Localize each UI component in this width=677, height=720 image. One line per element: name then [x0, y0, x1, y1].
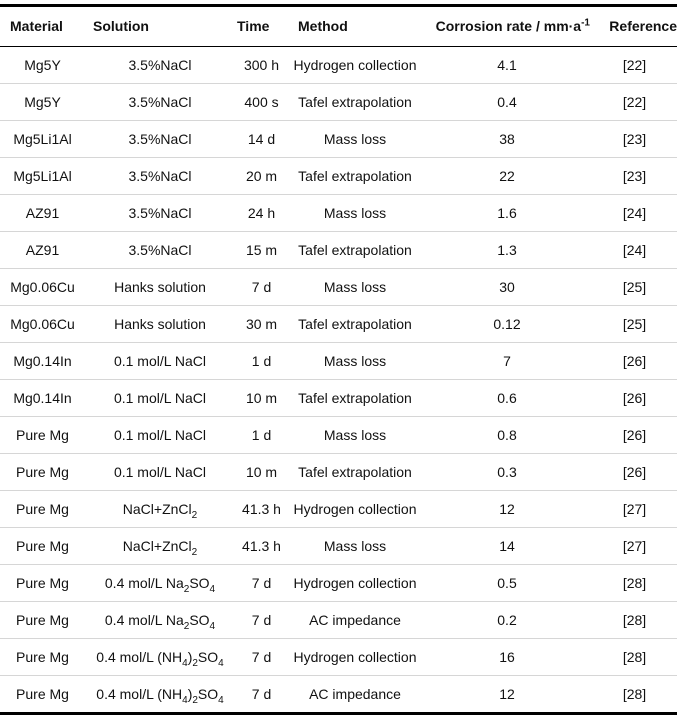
cell-method: Tafel extrapolation: [288, 453, 422, 490]
cell-solution: [85, 46, 235, 83]
cell-time: 1 d: [235, 342, 288, 379]
cell-time: 1 d: [235, 416, 288, 453]
header-corrosion-rate: [422, 7, 592, 46]
cell-corrosion-rate: 0.2: [422, 601, 592, 638]
cell-reference: [25]: [592, 305, 677, 342]
cell-reference: [26]: [592, 453, 677, 490]
solution-text: SO: [189, 574, 210, 591]
solution-subscript: 4: [209, 620, 216, 632]
cell-material: Pure Mg: [0, 638, 85, 675]
cell-corrosion-rate: 30: [422, 268, 592, 305]
cell-material: Pure Mg: [0, 601, 85, 638]
solution-subscript: 2: [183, 620, 190, 632]
cell-corrosion-rate: 12: [422, 490, 592, 527]
cell-reference: [27]: [592, 527, 677, 564]
solution-text: 3.5%NaCl: [128, 204, 192, 221]
cell-time: 24 h: [235, 194, 288, 231]
cell-solution: [85, 638, 235, 675]
solution-text: Hanks solution: [114, 278, 206, 295]
header-time: Time: [235, 7, 288, 46]
cell-time: 41.3 h: [235, 490, 288, 527]
cell-solution: [85, 231, 235, 268]
cell-corrosion-rate: 0.12: [422, 305, 592, 342]
cell-corrosion-rate: 0.4: [422, 83, 592, 120]
table-row: [0, 120, 677, 157]
table-row: [0, 601, 677, 638]
cell-material: Mg0.06Cu: [0, 305, 85, 342]
cell-corrosion-rate: 7: [422, 342, 592, 379]
solution-text: 3.5%NaCl: [128, 167, 192, 184]
cell-time: 30 m: [235, 305, 288, 342]
cell-material: Mg5Y: [0, 83, 85, 120]
solution-text: NaCl+ZnCl: [122, 537, 192, 554]
cell-method: Hydrogen collection: [288, 46, 422, 83]
cell-method: Mass loss: [288, 342, 422, 379]
cell-solution: [85, 490, 235, 527]
cell-time: 15 m: [235, 231, 288, 268]
solution-text: 3.5%NaCl: [128, 130, 192, 147]
solution-text: 0.4 mol/L (NH: [96, 685, 183, 702]
cell-material: AZ91: [0, 231, 85, 268]
cell-material: Pure Mg: [0, 416, 85, 453]
cell-method: Mass loss: [288, 120, 422, 157]
header-reference: Reference: [592, 7, 677, 46]
cell-method: Hydrogen collection: [288, 564, 422, 601]
cell-material: Mg5Li1Al: [0, 120, 85, 157]
cell-corrosion-rate: 38: [422, 120, 592, 157]
solution-subscript: 2: [192, 657, 198, 669]
table-row: [0, 46, 677, 83]
cell-solution: [85, 83, 235, 120]
solution-text: 0.1 mol/L NaCl: [113, 463, 207, 480]
table-row: [0, 379, 677, 416]
cell-solution: [85, 601, 235, 638]
cell-corrosion-rate: 0.6: [422, 379, 592, 416]
cell-reference: [24]: [592, 231, 677, 268]
cell-solution: [85, 527, 235, 564]
solution-text: SO: [197, 685, 219, 702]
solution-subscript: 2: [191, 509, 198, 521]
cell-method: Tafel extrapolation: [288, 231, 422, 268]
solution-text: NaCl+ZnCl: [122, 500, 192, 517]
cell-solution: [85, 157, 235, 194]
cell-corrosion-rate: 0.8: [422, 416, 592, 453]
solution-subscript: 2: [183, 583, 190, 595]
cell-reference: [22]: [592, 83, 677, 120]
cell-material: Pure Mg: [0, 564, 85, 601]
cell-material: Pure Mg: [0, 490, 85, 527]
table-row: [0, 453, 677, 490]
cell-time: 10 m: [235, 453, 288, 490]
cell-solution: [85, 268, 235, 305]
table-row: [0, 157, 677, 194]
table-row: [0, 490, 677, 527]
table-row: [0, 305, 677, 342]
cell-material: Mg5Y: [0, 46, 85, 83]
cell-corrosion-rate: 14: [422, 527, 592, 564]
table-bottom-rule: [0, 712, 677, 715]
cell-reference: [24]: [592, 194, 677, 231]
cell-reference: [28]: [622, 685, 647, 702]
solution-text: SO: [197, 648, 219, 665]
header-method: Method: [288, 7, 422, 46]
table-header: [0, 7, 677, 46]
cell-solution: [85, 564, 235, 601]
solution-text: SO: [189, 611, 210, 628]
table-row: [0, 564, 677, 601]
solution-subscript: 4: [209, 583, 216, 595]
cell-solution: [85, 194, 235, 231]
cell-reference: [26]: [592, 342, 677, 379]
solution-subscript: 4: [218, 657, 224, 669]
solution-subscript: 2: [192, 694, 198, 706]
cell-reference: [27]: [592, 490, 677, 527]
solution-text: 0.4 mol/L Na: [104, 611, 184, 628]
cell-reference: [28]: [592, 601, 677, 638]
cell-corrosion-rate: 12: [499, 685, 515, 702]
solution-text: 0.4 mol/L (NH: [96, 648, 183, 665]
cell-method: Mass loss: [288, 194, 422, 231]
cell-material: AZ91: [0, 194, 85, 231]
cell-corrosion-rate: 0.5: [422, 564, 592, 601]
cell-solution: [85, 305, 235, 342]
cell-material: Pure Mg: [0, 527, 85, 564]
cell-time: 7 d: [251, 685, 272, 702]
solution-text: ): [187, 685, 193, 702]
solution-text: 0.1 mol/L NaCl: [113, 352, 207, 369]
cell-material: Mg0.06Cu: [0, 268, 85, 305]
table-row: [0, 268, 677, 305]
cell-corrosion-rate: 22: [422, 157, 592, 194]
solution-text: 0.1 mol/L NaCl: [113, 389, 207, 406]
table-row: [0, 231, 677, 268]
solution-subscript: 4: [182, 694, 188, 706]
table-row: [0, 83, 677, 120]
cell-solution: [85, 120, 235, 157]
cell-time: 20 m: [235, 157, 288, 194]
header-corrosion-rate-exponent: -1: [581, 17, 590, 29]
cell-reference: [26]: [592, 379, 677, 416]
cell-method: Mass loss: [288, 416, 422, 453]
cell-material: Mg0.14In: [0, 379, 85, 416]
header-corrosion-rate-label: Corrosion rate / mm·a: [435, 18, 582, 35]
corrosion-rate-table: [0, 7, 677, 712]
cell-method: Tafel extrapolation: [288, 83, 422, 120]
header-solution: Solution: [85, 7, 235, 46]
cell-method: AC impedance: [288, 601, 422, 638]
table-row: [0, 416, 677, 453]
solution-text: ): [187, 648, 193, 665]
cell-method: Mass loss: [288, 527, 422, 564]
solution-text: 0.4 mol/L Na: [104, 574, 184, 591]
cell-method: Hydrogen collection: [288, 638, 422, 675]
cell-time: 14 d: [235, 120, 288, 157]
cell-method: AC impedance: [309, 685, 401, 702]
cell-reference: [22]: [592, 46, 677, 83]
table-row: [0, 675, 677, 712]
cell-reference: [28]: [592, 564, 677, 601]
cell-reference: [23]: [592, 157, 677, 194]
solution-text: Hanks solution: [114, 315, 206, 332]
cell-solution: [85, 675, 235, 712]
cell-solution: [85, 379, 235, 416]
solution-subscript: 4: [218, 694, 224, 706]
solution-subscript: 4: [182, 657, 188, 669]
cell-time: 7 d: [235, 601, 288, 638]
cell-time: 7 d: [235, 268, 288, 305]
cell-solution: [85, 453, 235, 490]
cell-method: Mass loss: [288, 268, 422, 305]
table-row: [0, 194, 677, 231]
cell-reference: [26]: [592, 416, 677, 453]
cell-time: 7 d: [235, 638, 288, 675]
header-row: [0, 7, 677, 46]
cell-time: 41.3 h: [235, 527, 288, 564]
cell-material: Mg5Li1Al: [0, 157, 85, 194]
header-material: Material: [0, 7, 85, 46]
cell-reference: [23]: [592, 120, 677, 157]
solution-subscript: 2: [191, 546, 198, 558]
cell-corrosion-rate: 16: [422, 638, 592, 675]
table-row: [0, 342, 677, 379]
solution-text: 0.1 mol/L NaCl: [113, 426, 207, 443]
cell-material: Pure Mg: [0, 453, 85, 490]
cell-time: 10 m: [235, 379, 288, 416]
cell-material: Pure Mg: [16, 685, 69, 702]
cell-method: Tafel extrapolation: [288, 157, 422, 194]
solution-text: 3.5%NaCl: [128, 241, 192, 258]
cell-method: Tafel extrapolation: [288, 379, 422, 416]
cell-corrosion-rate: 0.3: [422, 453, 592, 490]
cell-solution: [85, 342, 235, 379]
table-row: [0, 638, 677, 675]
table-row: [0, 527, 677, 564]
cell-solution: [85, 416, 235, 453]
cell-corrosion-rate: 4.1: [422, 46, 592, 83]
cell-time: 300 h: [235, 46, 288, 83]
solution-text: 3.5%NaCl: [128, 93, 192, 110]
cell-time: 400 s: [235, 83, 288, 120]
cell-corrosion-rate: 1.3: [422, 231, 592, 268]
cell-method: Hydrogen collection: [288, 490, 422, 527]
cell-corrosion-rate: 1.6: [422, 194, 592, 231]
cell-reference: [28]: [592, 638, 677, 675]
cell-time: 7 d: [235, 564, 288, 601]
solution-text: 3.5%NaCl: [128, 56, 192, 73]
cell-reference: [25]: [592, 268, 677, 305]
table-body: [0, 46, 677, 712]
cell-material: Mg0.14In: [0, 342, 85, 379]
cell-method: Tafel extrapolation: [288, 305, 422, 342]
